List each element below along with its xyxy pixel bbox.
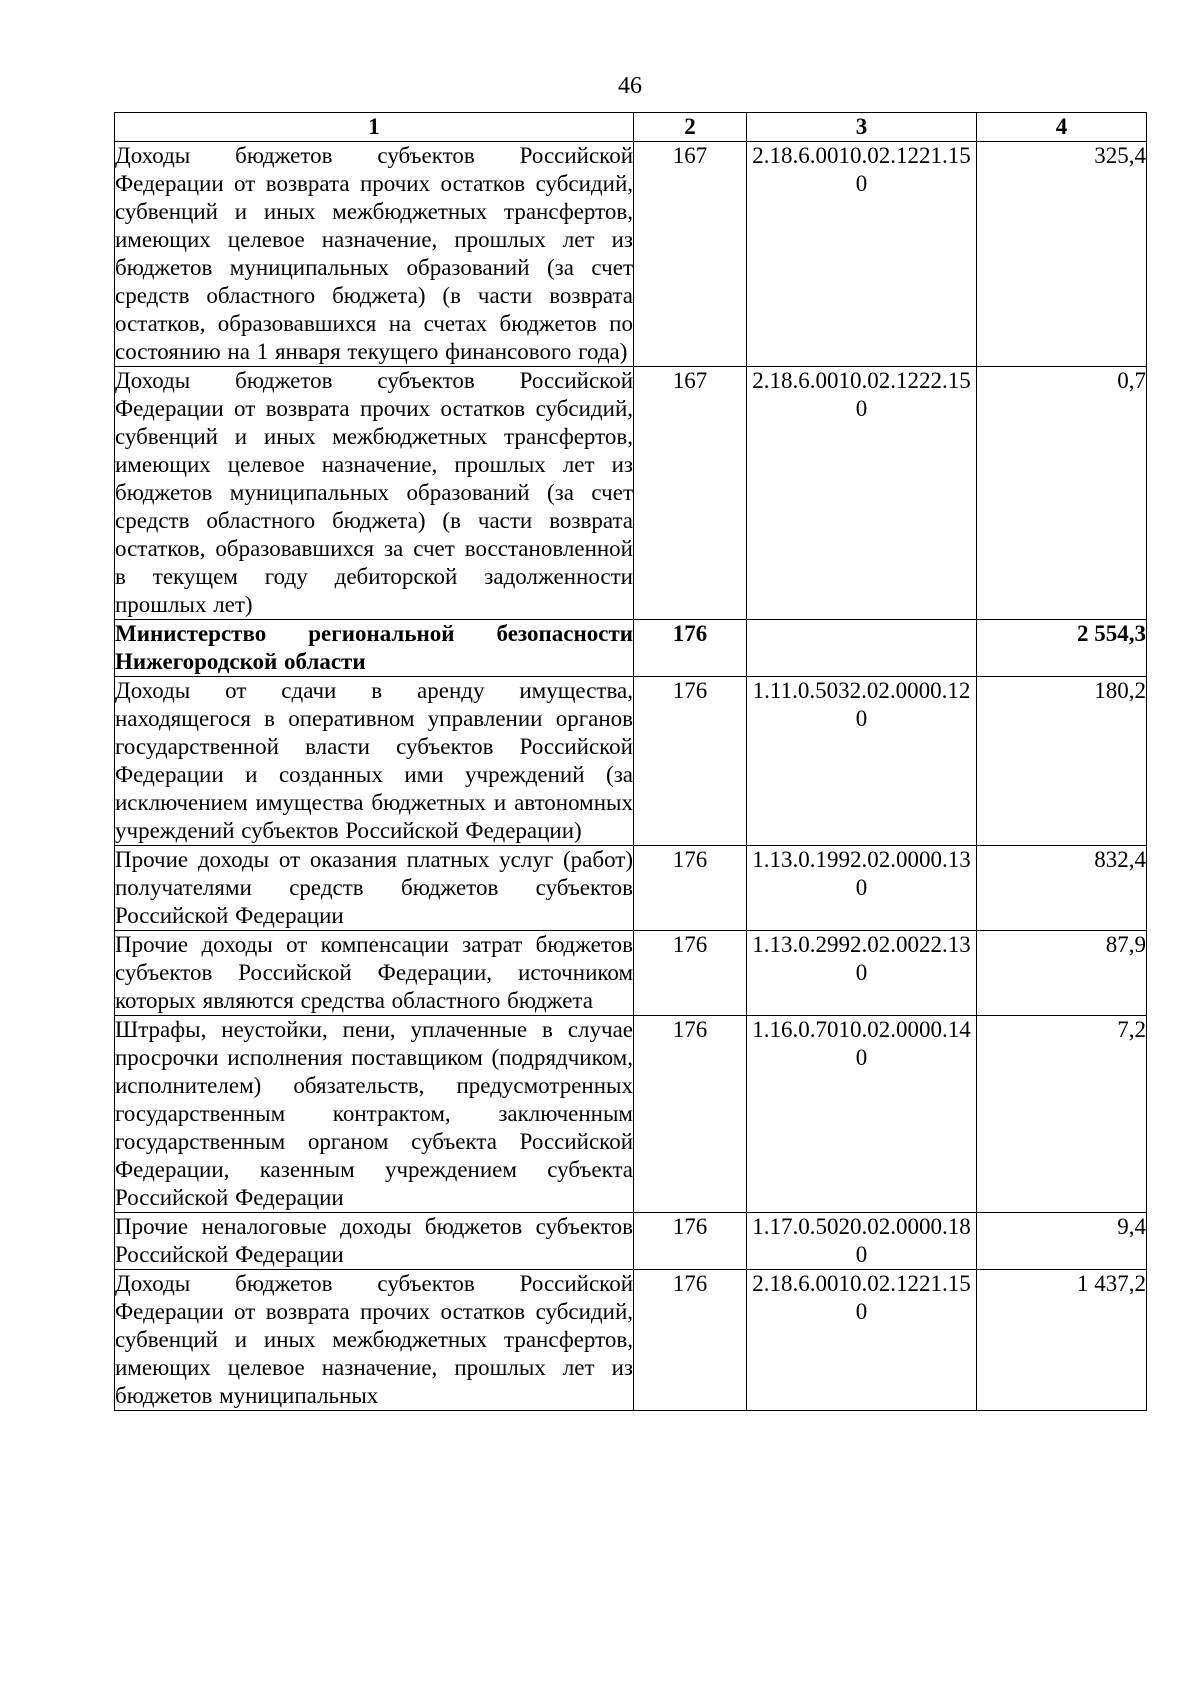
header-column-4: 4 [977,113,1147,142]
row-description: Прочие доходы от компенсации затрат бюджетов субъектов Российской Федерации, источником которых являются средства областного бюджета [115,931,634,1016]
table-body [115,142,1147,1411]
row-admin-code: 167 [634,367,747,620]
row-amount: 7,2 [977,1016,1147,1213]
row-amount: 2 554,3 [977,620,1147,677]
table-row [115,931,1147,1016]
table-row [115,1270,1147,1411]
row-amount: 325,4 [977,142,1147,367]
row-description: Штрафы, неустойки, пени, уплаченные в случае просрочки исполнения поставщиком (подрядчиком, исполнителем) обязательств, предусмотренных государственным контрактом, заключенным государственным органом субъекта Российской Федерации, казенным учреждением субъекта Российской Федерации [115,1016,634,1213]
table-row [115,620,1147,677]
row-amount: 87,9 [977,931,1147,1016]
row-admin-code: 167 [634,142,747,367]
row-description: Доходы от сдачи в аренду имущества, находящегося в оперативном управлении органов государственной власти субъектов Российской Федерации и созданных ими учреждений (за исключением имущества бюджетных и автономных учреждений субъектов Российской Федерации) [115,677,634,846]
row-admin-code: 176 [634,1270,747,1411]
row-budget-code: 1.13.0.1992.02.0000.130 [747,846,977,931]
row-amount: 832,4 [977,846,1147,931]
table-row [115,677,1147,846]
row-budget-code: 2.18.6.0010.02.1221.150 [747,1270,977,1411]
row-description: Министерство региональной безопасности Нижегородской области [115,620,634,677]
row-admin-code: 176 [634,1213,747,1270]
row-amount: 180,2 [977,677,1147,846]
row-description: Доходы бюджетов субъектов Российской Федерации от возврата прочих остатков субсидий, субвенций и иных межбюджетных трансфертов, имеющих целевое назначение, прошлых лет из бюджетов муниципальных образований (за счет средств областного бюджета) (в части возврата остатков, образовавшихся на счетах бюджетов по состоянию на 1 января текущего финансового года) [115,142,634,367]
table-row [115,142,1147,367]
row-admin-code: 176 [634,677,747,846]
revenue-table [114,112,1147,1411]
row-budget-code: 2.18.6.0010.02.1222.150 [747,367,977,620]
row-amount: 1 437,2 [977,1270,1147,1411]
header-column-2: 2 [634,113,747,142]
table-row [115,846,1147,931]
row-budget-code: 1.16.0.7010.02.0000.140 [747,1016,977,1213]
row-budget-code: 1.13.0.2992.02.0022.130 [747,931,977,1016]
row-budget-code: 1.17.0.5020.02.0000.180 [747,1213,977,1270]
row-budget-code: 2.18.6.0010.02.1221.150 [747,142,977,367]
row-description: Доходы бюджетов субъектов Российской Федерации от возврата прочих остатков субсидий, субвенций и иных межбюджетных трансфертов, имеющих целевое назначение, прошлых лет из бюджетов муниципальных [115,1270,634,1411]
row-description: Прочие доходы от оказания платных услуг (работ) получателями средств бюджетов субъектов Российской Федерации [115,846,634,931]
row-description: Прочие неналоговые доходы бюджетов субъектов Российской Федерации [115,1213,634,1270]
table-header-row [115,113,1147,142]
row-admin-code: 176 [634,620,747,677]
row-amount: 0,7 [977,367,1147,620]
row-budget-code: 1.11.0.5032.02.0000.120 [747,677,977,846]
table-row [115,367,1147,620]
table-row [115,1016,1147,1213]
row-budget-code [747,620,977,677]
row-admin-code: 176 [634,846,747,931]
row-admin-code: 176 [634,931,747,1016]
row-amount: 9,4 [977,1213,1147,1270]
header-column-3: 3 [747,113,977,142]
page-number: 46 [618,73,642,99]
row-description: Доходы бюджетов субъектов Российской Федерации от возврата прочих остатков субсидий, субвенций и иных межбюджетных трансфертов, имеющих целевое назначение, прошлых лет из бюджетов муниципальных образований (за счет средств областного бюджета) (в части возврата остатков, образовавшихся за счет восстановленной в текущем году дебиторской задолженности прошлых лет) [115,367,634,620]
row-admin-code: 176 [634,1016,747,1213]
header-column-1: 1 [115,113,634,142]
table-row [115,1213,1147,1270]
